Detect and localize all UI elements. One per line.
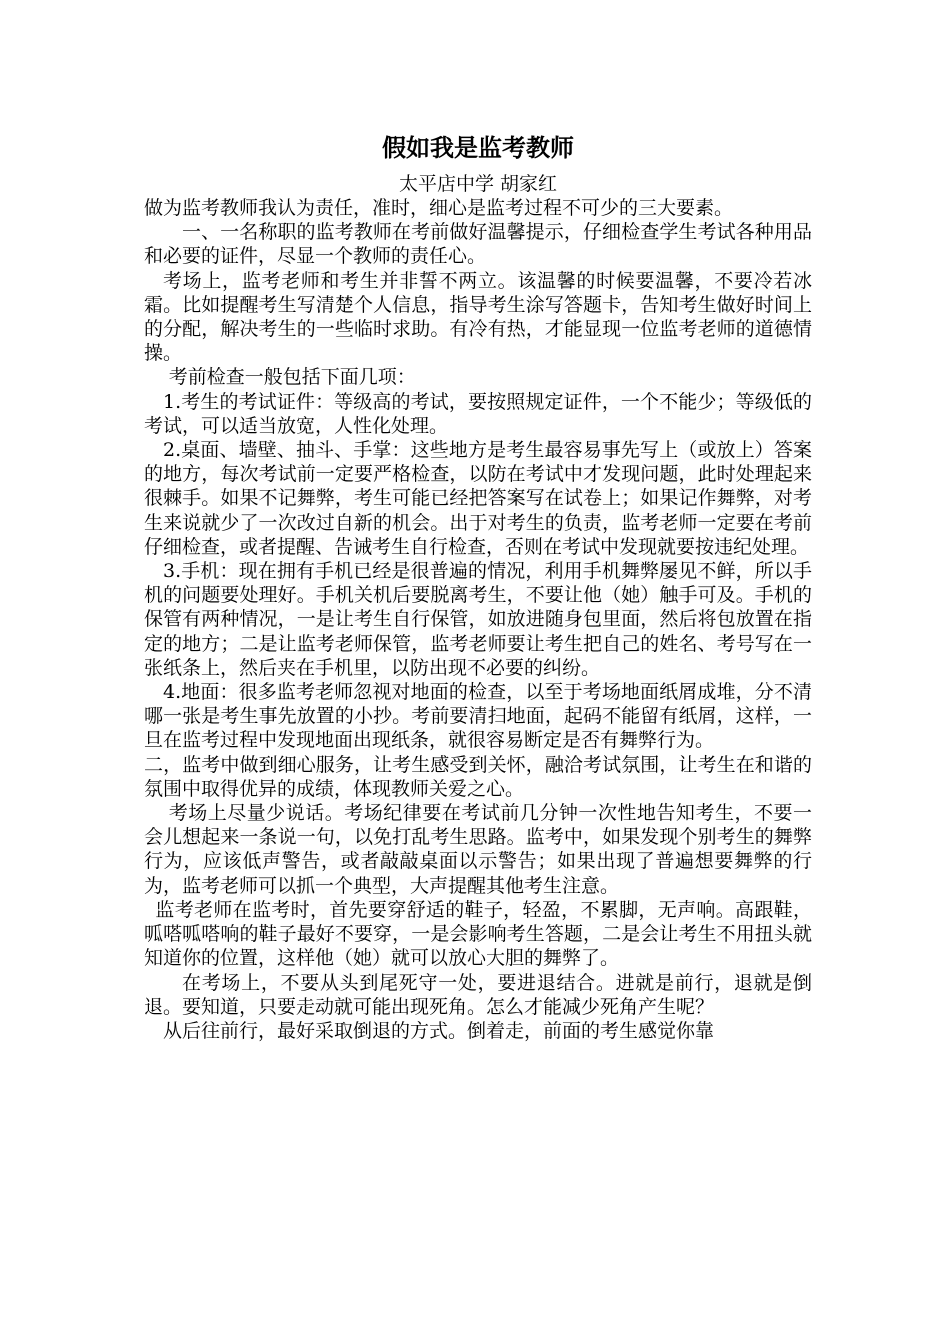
document-body [144, 132, 812, 1043]
paragraph-section-one: 一、一名称职的监考教师在考前做好温馨提示，仔细检查学生考试各种用品和必要的证件，尽显一个教师的责任心。 [144, 221, 812, 268]
author-byline: 太平店中学 胡家红 [398, 173, 558, 195]
paragraph: 监考老师在监考时，首先要穿舒适的鞋子，轻盈，不累脚，无声响。高跟鞋，呱嗒呱嗒响的鞋子最好不要穿，一是会影响考生答题，二是会让考生不用扭头就知道你的位置，这样他（她）就可以放心大胆的舞弊了。 [144, 898, 812, 970]
paragraph-section-two: 二，监考中做到细心服务，让考生感受到关怀，融洽考试氛围，让考生在和谐的氛围中取得优异的成绩，体现教师关爱之心。 [144, 753, 812, 800]
list-item-4: 4.地面：很多监考老师忽视对地面的检查，以至于考场地面纸屑成堆，分不清哪一张是考生事先放置的小抄。考前要清扫地面，起码不能留有纸屑，这样，一旦在监考过程中发现地面出现纸条，就很容易断定是否有舞弊行为。 [144, 681, 812, 752]
list-item-1: 1.考生的考试证件：等级高的考试，要按照规定证件，一个不能少；等级低的考试，可以适当放宽，人性化处理。 [144, 390, 812, 437]
list-item-2: 2.桌面、墙壁、抽斗、手掌：这些地方是考生最容易事先写上（或放上）答案的地方，每次考试前一定要严格检查，以防在考试中才发现问题，此时处理起来很棘手。如果不记舞弊，考生可能已经把答案写在试卷上；如果记作舞弊，对考生来说就少了一次改过自新的机会。出于对考生的负责，监考老师一定要在考前仔细检查，或者提醒、告诫考生自行检查，否则在考试中发现就要按违纪处理。 [144, 439, 812, 558]
paragraph: 在考场上，不要从头到尾死守一处，要进退结合。进就是前行，退就是倒退。要知道，只要走动就可能出现死角。怎么才能减少死角产生呢？ [144, 971, 812, 1018]
paragraph: 考场上尽量少说话。考场纪律要在考试前几分钟一次性地告知考生，不要一会儿想起来一条说一句，以免打乱考生思路。监考中，如果发现个别考生的舞弊行为，应该低声警告，或者敲敲桌面以示警告；如果出现了普遍想要舞弊的行为，监考老师可以抓一个典型，大声提醒其他考生注意。 [144, 802, 812, 897]
paragraph: 考前检查一般包括下面几项： [168, 366, 416, 389]
paragraph: 考场上，监考老师和考生并非誓不两立。该温馨的时候要温馨，不要冷若冰霜。比如提醒考生写清楚个人信息，指导考生涂写答题卡，告知考生做好时间上的分配，解决考生的一些临时求助。有冷有热，才能显现一位监考老师的道德情操。 [144, 269, 812, 365]
document-title: 假如我是监考教师 [382, 134, 574, 162]
paragraph-intro: 做为监考教师我认为责任，准时，细心是监考过程不可少的三大要素。 [144, 197, 734, 219]
paragraph: 从后往前行，最好采取倒退的方式。倒着走，前面的考生感觉你靠 [163, 1019, 715, 1042]
list-item-3: 3.手机：现在拥有手机已经是很普遍的情况，利用手机舞弊屡见不鲜，所以手机的问题要处理好。手机关机后要脱离考生，不要让他（她）触手可及。手机的保管有两种情况，一是让考生自行保管，如放进随身包里面，然后将包放置在指定的地方；二是让监考老师保管，监考老师要让考生把自己的姓名、考号写在一张纸条上，然后夹在手机里，以防出现不必要的纠纷。 [144, 560, 812, 679]
